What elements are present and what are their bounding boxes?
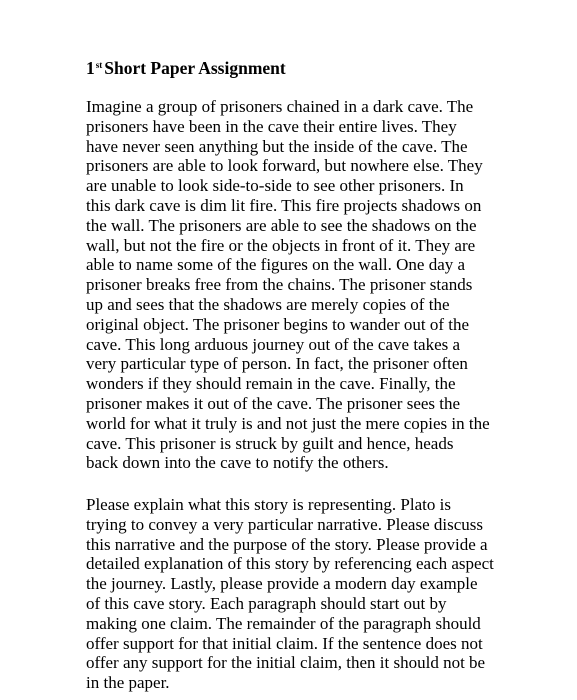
- text-line: prisoner makes it out of the cave. The prisoner sees the: [86, 393, 461, 413]
- assignment-heading: [86, 58, 286, 78]
- text-line: cave. This long arduous journey out of the cave takes a: [86, 334, 461, 354]
- text-line: wall, but not the fire or the objects in front of it. They are: [86, 235, 476, 255]
- text-line: prisoners are able to look forward, but nowhere else. They: [86, 156, 483, 176]
- paragraph-story: [86, 97, 516, 473]
- text-line: in the paper.: [86, 673, 170, 693]
- text-line: wonders if they should remain in the cave. Finally, the: [86, 374, 456, 394]
- text-line: the journey. Lastly, please provide a modern day example: [86, 574, 478, 594]
- text-line: have never seen anything but the inside of the cave. The: [86, 136, 468, 156]
- text-line: this dark cave is dim lit fire. This fire projects shadows on: [86, 195, 482, 215]
- text-line: Please explain what this story is representing. Plato is: [86, 495, 451, 514]
- text-line: detailed explanation of this story by referencing each aspect: [86, 554, 494, 574]
- text-line: Imagine a group of prisoners chained in a dark cave. The: [86, 97, 474, 116]
- text-line: back down into the cave to notify the others.: [86, 453, 389, 473]
- text-line: this narrative and the purpose of the story. Please provide a: [86, 534, 488, 554]
- text-line: very particular type of person. In fact, the prisoner often: [86, 354, 468, 374]
- text-line: of this cave story. Each paragraph should start out by: [86, 593, 447, 613]
- text-line: the wall. The prisoners are able to see the shadows on the: [86, 215, 477, 235]
- heading-ordinal-suffix: st: [95, 60, 103, 70]
- heading-title: Short Paper Assignment: [104, 58, 286, 78]
- text-line: making one claim. The remainder of the paragraph should: [86, 613, 481, 633]
- text-line: prisoner breaks free from the chains. The prisoner stands: [86, 275, 473, 295]
- text-line: prisoners have been in the cave their entire lives. They: [86, 116, 457, 136]
- heading-number: 1: [86, 58, 95, 78]
- text-line: offer any support for the initial claim, then it should not be: [86, 653, 486, 673]
- text-line: trying to convey a very particular narrative. Please discuss: [86, 514, 484, 534]
- paragraph-instructions: [86, 495, 516, 693]
- text-line: original object. The prisoner begins to wander out of the: [86, 314, 470, 334]
- text-line: world for what it truly is and not just the mere copies in the: [86, 413, 490, 433]
- text-line: able to name some of the figures on the wall. One day a: [86, 255, 466, 275]
- text-line: are unable to look side-to-side to see other prisoners. In: [86, 176, 464, 196]
- text-line: offer support for that initial claim. If the sentence does not: [86, 633, 483, 653]
- text-line: cave. This prisoner is struck by guilt and hence, heads: [86, 433, 454, 453]
- text-line: up and sees that the shadows are merely copies of the: [86, 294, 450, 314]
